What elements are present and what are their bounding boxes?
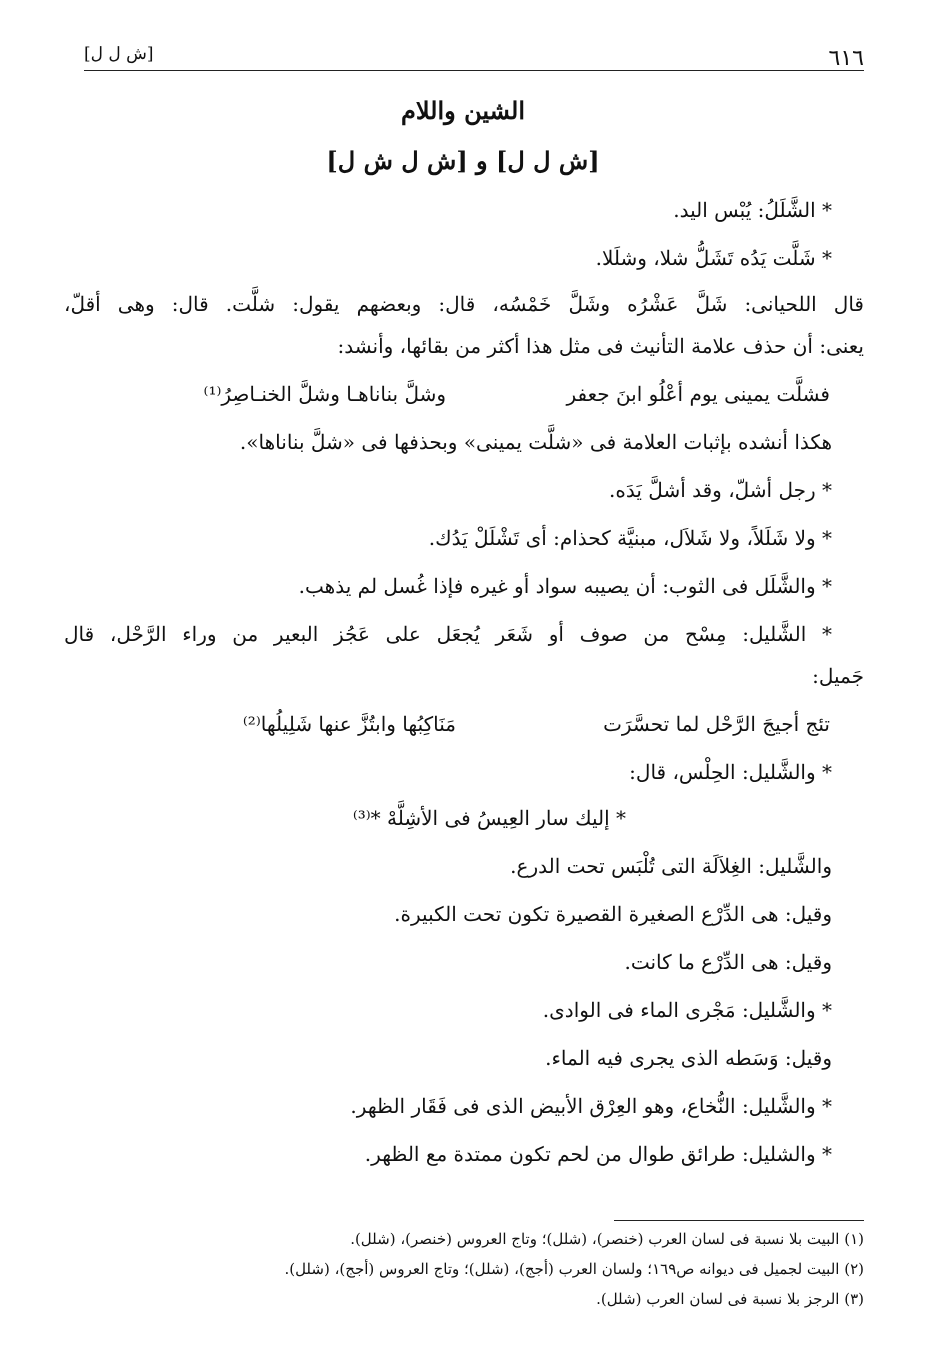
footnote: (٢) البيت لجميل فى ديوانه ص١٦٩؛ ولسان العرب (أجج)، (شلل)؛ وتاج العروس (أجج)، (شلل). [284, 1260, 864, 1278]
text-line: قال اللحيانى: شَلَّ عَشْرُه وشَلَّ خَمْسُه، قال: وبعضهم يقول: شلَّت. قال: وهى أقلّ، [64, 292, 864, 316]
text-line: * والشليل: طرائق طوال من لحم تكون ممتدة مع الظهر. [364, 1142, 832, 1166]
running-head: [ش ل ل] [84, 44, 154, 64]
footnote: (١) البيت بلا نسبة فى لسان العرب (خنصر)، (شلل)؛ وتاج العروس (خنصر)، (شلل). [350, 1230, 864, 1248]
text-line: * والشَّليل: الحِلْس، قال: [629, 760, 832, 784]
text-line: وقيل: هى الدِّرْع ما كانت. [624, 950, 832, 974]
verse-hemistich-right: تئج أجيجَ الرَّحْل لما تحسَّرَت [603, 712, 830, 736]
section-title: الشين واللام [400, 96, 525, 125]
text-line: * والشَّليل: مَجْرى الماء فى الوادى. [542, 998, 832, 1022]
text-line: والشَّليل: الغِلاَلَة التى تُلْبَس تحت الدرع. [510, 854, 832, 878]
text-line: * الشَّليل: مِسْح من صوف أو شَعَر يُجعَل على عَجُز البعير من وراء الرَّحْل، قال [64, 622, 832, 646]
page-number: ٦١٦ [828, 46, 864, 71]
verse-line: * إليك سار العِيسُ فى الأشِلَّهْ *⁽³⁾ [352, 806, 626, 830]
text-line: يعنى: أن حذف علامة التأنيث فى مثل هذا أكثر من بقائها، وأنشد: [337, 334, 864, 358]
text-line: * الشَّلَلُ: يُبْس اليد. [673, 198, 832, 222]
verse-hemistich-left: وشلَّ بناناهـا وشلَّ الخنـاصِرُ⁽¹⁾ [203, 382, 446, 406]
text-line: وقيل: هى الدِّرْع الصغيرة القصيرة تكون تحت الكبيرة. [394, 902, 832, 926]
text-line: * شَلَّت يَدُه تَشَلُّ شلا، وشلَلا. [595, 246, 832, 270]
text-line: وقيل: وَسَطه الذى يجرى فيه الماء. [545, 1046, 832, 1070]
verse-hemistich-left: مَنَاكِبُها وابتُزَّ عنها شَلِيلُها⁽²⁾ [242, 712, 456, 736]
text-line: جَميل: [812, 664, 864, 688]
text-line: * والشَّليل: النُّخاع، وهو العِرْق الأبيض الذى فى فَقَار الظهر. [350, 1094, 832, 1118]
section-subtitle: [ش ل ل] و [ش ل ش ل] [326, 146, 600, 175]
text-line: * والشَّلَل فى الثوب: أن يصيبه سواد أو غيره فإذا غُسل لم يذهب. [298, 574, 832, 598]
footnote: (٣) الرجز بلا نسبة فى لسان العرب (شلل). [596, 1290, 864, 1308]
verse-hemistich-right: فشلَّت يمينى يوم أعْلُو ابنَ جعفر [566, 382, 830, 406]
text-line: هكذا أنشده بإثبات العلامة فى «شلَّت يمينى» وبحذفها فى «شلَّ بناناها». [239, 430, 832, 454]
header-rule [84, 70, 864, 71]
text-line: * ولا شَلَلاً، ولا شَلاَل، مبنيَّة كحذام: أى تَشْلَلْ يَدُك. [428, 526, 832, 550]
footnote-rule [614, 1220, 864, 1221]
text-line: * رجل أشلّ، وقد أشلَّ يَدَه. [609, 478, 832, 502]
